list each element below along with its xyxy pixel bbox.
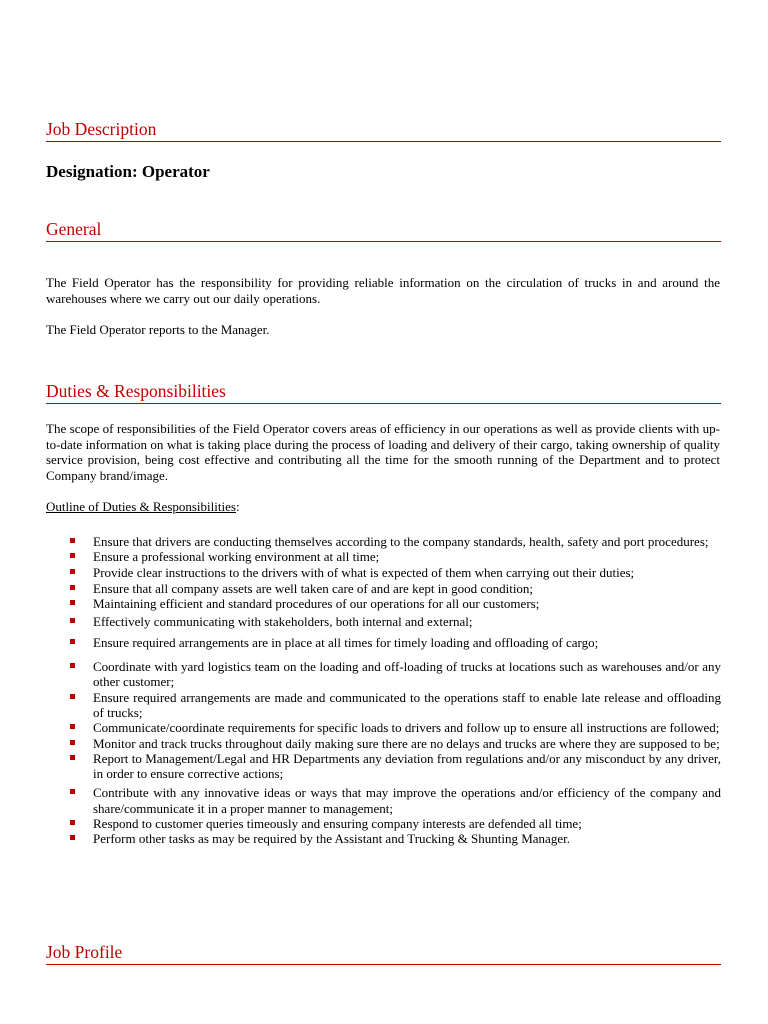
job-description-heading: Job Description — [46, 119, 721, 142]
list-item-text: Report to Management/Legal and HR Departments any deviation from regulations and/or any misconduct by any driver, in order to ensure corrective actions; — [93, 750, 721, 782]
square-bullet-icon — [70, 789, 75, 794]
list-item — [46, 534, 721, 549]
list-item-text: Communicate/coordinate requirements for specific loads to drivers and follow up to ensure all instructions are followed; — [93, 720, 720, 736]
list-item — [46, 831, 721, 846]
list-item — [46, 785, 721, 816]
list-item-text: Respond to customer queries timeously and ensuring company interests are defended all time; — [93, 816, 582, 832]
outline-label-text: Outline of Duties & Responsibilities — [46, 499, 236, 514]
list-item — [46, 659, 721, 690]
square-bullet-icon — [70, 835, 75, 840]
list-item — [46, 816, 721, 831]
square-bullet-icon — [70, 553, 75, 558]
square-bullet-icon — [70, 585, 75, 590]
list-item — [46, 596, 721, 611]
list-item-text: Contribute with any innovative ideas or ways that may improve the operations and/or efficiency of the company and share/communicate it in a proper manner to management; — [93, 785, 721, 816]
general-heading: General — [46, 219, 721, 242]
list-item-text: Ensure a professional working environment at all time; — [93, 549, 380, 565]
square-bullet-icon — [70, 538, 75, 543]
square-bullet-icon — [70, 740, 75, 745]
list-item — [46, 690, 721, 721]
list-item — [46, 635, 721, 650]
square-bullet-icon — [70, 663, 75, 668]
list-item — [46, 549, 721, 564]
list-item — [46, 736, 721, 751]
list-item-text: Provide clear instructions to the drivers with of what is expected of them when carrying out their duties; — [93, 564, 635, 580]
list-item-text: Ensure that all company assets are well taken care of and are kept in good condition; — [93, 580, 534, 596]
list-item-text: Effectively communicating with stakeholders, both internal and external; — [93, 614, 473, 630]
general-paragraph-2: The Field Operator reports to the Manager. — [46, 322, 270, 337]
square-bullet-icon — [70, 569, 75, 574]
outline-label — [46, 499, 240, 515]
list-item-text: Maintaining efficient and standard procedures of our operations for all our customers; — [93, 596, 540, 612]
job-profile-heading: Job Profile — [46, 942, 721, 965]
square-bullet-icon — [70, 820, 75, 825]
list-item-text: Coordinate with yard logistics team on the loading and off-loading of trucks at locations such as warehouses and/or any other customer; — [93, 659, 721, 690]
designation-title: Designation: Operator — [46, 162, 210, 181]
list-item — [46, 581, 721, 596]
general-paragraph-1: The Field Operator has the responsibility for providing reliable information on the circulation of trucks in and around the warehouses where we carry out our daily operations. — [46, 275, 720, 306]
list-item-text: Ensure that drivers are conducting themselves according to the company standards, health, safety and port procedures; — [93, 534, 709, 549]
square-bullet-icon — [70, 618, 75, 623]
square-bullet-icon — [70, 600, 75, 605]
list-item — [46, 614, 721, 629]
square-bullet-icon — [70, 639, 75, 644]
list-item-text: Ensure required arrangements are made and communicated to the operations staff to enable late release and offloading of trucks; — [93, 689, 721, 720]
outline-colon: : — [235, 499, 240, 514]
square-bullet-icon — [70, 694, 75, 699]
list-item — [46, 720, 721, 735]
list-item — [46, 751, 721, 782]
list-item-text: Monitor and track trucks throughout daily making sure there are no delays and trucks are where they are supposed to be; — [93, 735, 720, 751]
duties-intro-paragraph: The scope of responsibilities of the Field Operator covers areas of efficiency in our operations as well as provide clients with up-to-date information on what is taking place during the process of loading and delivery of their cargo, taking ownership of quality service provision, being cost effective and contributing all the time for the smooth running of the Department and to protect Company brand/image. — [46, 421, 720, 483]
list-item-text: Ensure required arrangements are in place at all times for timely loading and offloading of cargo; — [93, 634, 599, 650]
duties-heading: Duties & Responsibilities — [46, 381, 721, 404]
duties-list — [46, 534, 721, 847]
list-item — [46, 565, 721, 580]
square-bullet-icon — [70, 724, 75, 729]
square-bullet-icon — [70, 755, 75, 760]
list-item-text: Perform other tasks as may be required by the Assistant and Trucking & Shunting Manager. — [93, 831, 570, 847]
